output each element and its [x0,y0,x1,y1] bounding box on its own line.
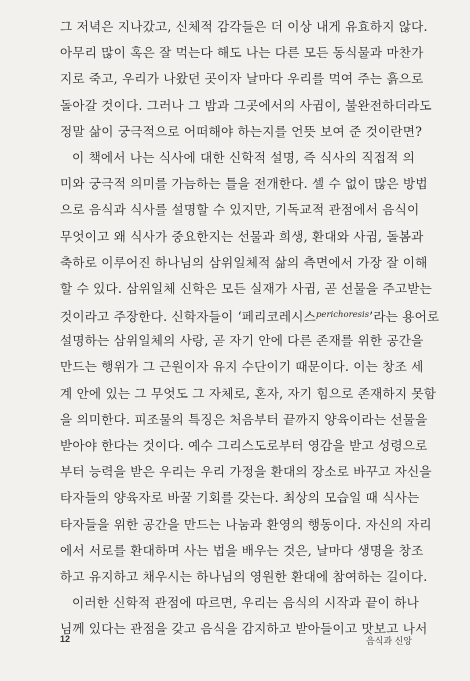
text-line: 축하로 이루어진 하나님의 삼위일체적 삶의 측면에서 가장 잘 이해 [60,254,428,270]
text-line: 이러한 신학적 관점에 따르면, 우리는 음식의 시작과 끝이 하나 [72,595,419,611]
page-footer [60,634,412,648]
text-line: 만드는 행위가 그 근원이자 유지 수단이기 때문이다. 이는 창조 세 [60,359,424,375]
text-line: 을 의미한다. 피조물의 특징은 처음부터 끝까지 양육이라는 선물을 [60,411,428,427]
text-line: 부터 능력을 받은 우리는 우리 가정을 환대의 장소로 바꾸고 자신을 [60,464,432,480]
text-segment: ’라는 용어로 [369,309,440,325]
text-line: 아무리 많이 혹은 잘 먹는다 해도 나는 다른 모든 동식물과 마찬가 [60,45,424,61]
text-line: 으로 음식과 식사를 설명할 수 있지만, 기독교적 관점에서 음식이 [60,202,420,218]
text-line: 하고 유지하고 채우시는 하나님의 영원한 환대에 참여하는 길이다. [60,568,428,584]
text-line: 할 수 있다. 삼위일체 신학은 모든 실재가 사귐, 곧 선물을 주고받는 [60,280,432,296]
body-text [60,14,440,643]
running-title: 음식과 신앙 [366,636,412,646]
term-superscript: perichoresis [315,310,370,321]
text-line: 타자들의 양육자로 바꿀 기회를 갖는다. 최상의 모습일 때 식사는 [60,490,420,506]
text-line: 돌아갈 것이다. 그러나 그 밤과 그곳에서의 사귐이, 불완전하더라도 [60,97,432,113]
text-line: 그 저녁은 지나갔고, 신체적 감각들은 더 이상 내게 유효하지 않다. [60,19,428,34]
text-line: 지로 죽고, 우리가 나왔던 곳이자 날마다 우리를 먹여 주는 흙으로 [60,71,424,87]
text-line-with-term [60,302,440,328]
text-line: 이 책에서 나는 식사에 대한 신학적 설명, 즉 식사의 직접적 의 [72,149,416,165]
text-line: 무엇이고 왜 식사가 중요한지는 선물과 희생, 환대와 사귐, 돌봄과 [60,228,424,244]
text-line: 받아야 한다는 것이다. 예수 그리스도로부터 영감을 받고 성령으로 [60,438,428,453]
text-line: 정말 삶이 궁극적으로 어떠해야 하는지를 언뜻 보여 준 것이란면? [60,123,423,139]
text-line: 님께 있다는 관점을 갖고 음식을 감지하고 받아들이고 맛보고 나서 [60,621,428,637]
text-line: 계 안에 있는 그 무엇도 그 자체로, 혼자, 자기 힘으로 존재하지 못함 [60,385,437,401]
text-line: 미와 궁극적 의미를 가늠하는 틀을 전개한다. 셀 수 없이 많은 방법 [60,176,428,192]
text-segment: 것이라고 주장한다. 신학자들이 ‘페리코레시스 [60,309,316,325]
page-number: 12 [60,634,71,644]
text-line: 타자들을 위한 공간을 만드는 나눔과 환영의 행동이다. 자신의 자리 [60,516,432,532]
text-line: 에서 서로를 환대하며 사는 법을 배우는 것은, 날마다 생명을 창조 [60,542,424,558]
text-line: 설명하는 삼위일체의 사랑, 곧 자기 안에 다른 존재를 위한 공간을 [60,333,424,349]
